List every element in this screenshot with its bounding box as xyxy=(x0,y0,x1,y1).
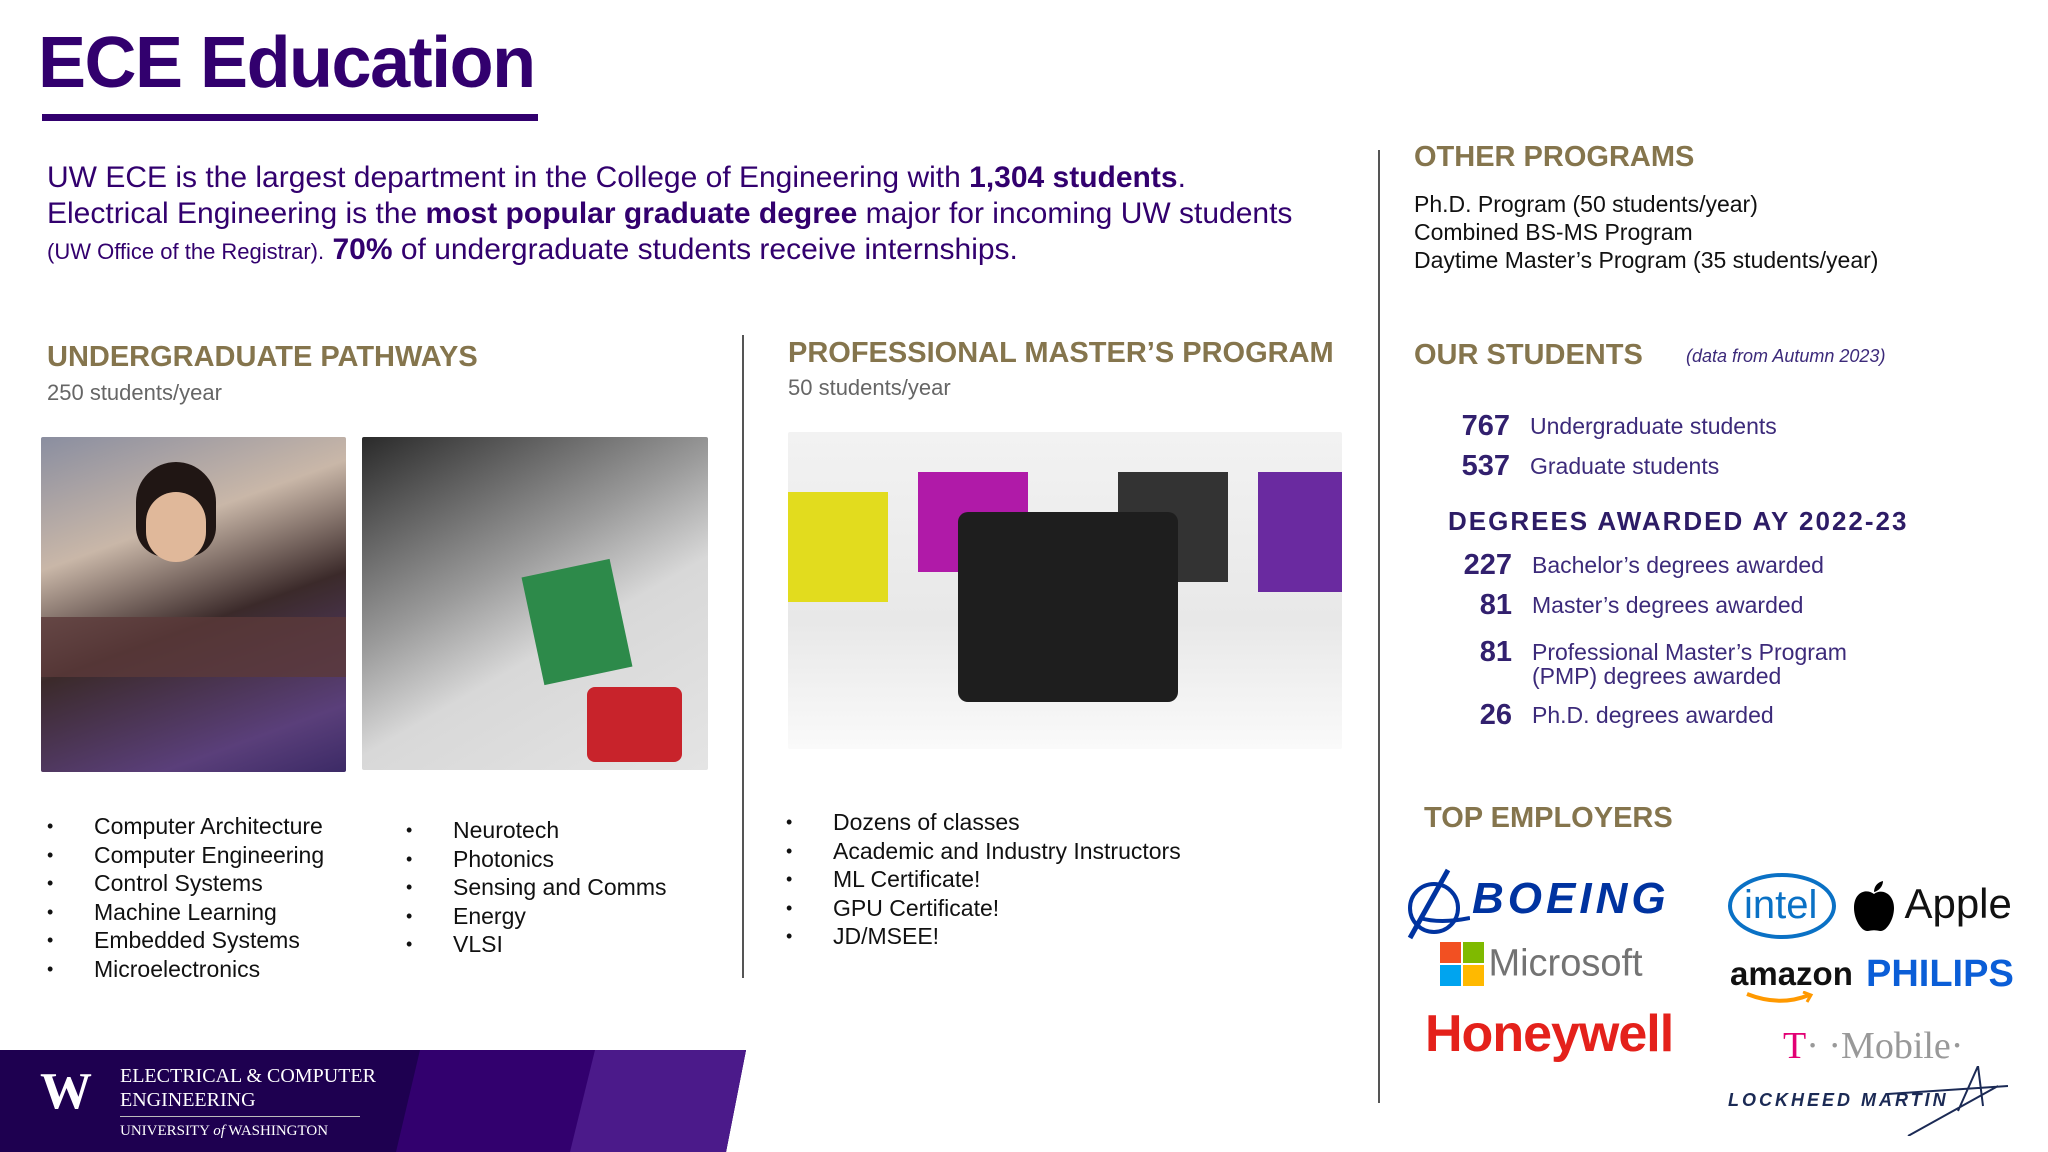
logo-text: BOEING xyxy=(1472,874,1670,923)
footer-rule xyxy=(120,1116,360,1117)
logo-text: · ·Mobile· xyxy=(1806,1025,1964,1067)
stat-label: Master’s degrees awarded xyxy=(1532,592,1804,618)
logo-text: intel xyxy=(1744,883,1818,927)
intro-bold: 1,304 students xyxy=(969,161,1178,194)
logo-text: Microsoft xyxy=(1488,942,1643,985)
uw-w-logo: W xyxy=(40,1063,92,1120)
top-employers-heading: TOP EMPLOYERS xyxy=(1424,802,1673,834)
logo-text: T xyxy=(1783,1025,1807,1067)
photo-detail xyxy=(1258,472,1342,592)
list-item: • Computer Engineering xyxy=(47,841,324,870)
data-note: (data from Autumn 2023) xyxy=(1686,346,1886,366)
stat-row xyxy=(1422,699,1774,732)
list-item: • Dozens of classes xyxy=(786,808,1181,837)
amazon-smile-icon xyxy=(1745,991,1815,1005)
logo-text: LOCKHEED MARTIN xyxy=(1728,1090,1949,1110)
stat-label: Graduate students xyxy=(1530,453,1720,479)
stat-row xyxy=(1422,549,1824,582)
logo-text: Apple xyxy=(1904,880,2012,927)
lockheed-martin-logo xyxy=(1728,1066,2028,1136)
logo-text: amazon xyxy=(1730,955,1853,992)
list-item: • Photonics xyxy=(406,845,667,874)
degrees-heading: DEGREES AWARDED AY 2022-23 xyxy=(1448,506,1909,536)
honeywell-logo: Honeywell xyxy=(1425,1005,1674,1063)
apple-icon xyxy=(1852,880,1896,932)
lockheed-star-icon xyxy=(1888,1066,2008,1136)
tmobile-logo xyxy=(1783,1024,1963,1068)
stat-row xyxy=(1420,410,1777,443)
photo-detail xyxy=(41,617,346,677)
pmp-heading: PROFESSIONAL MASTER’S PROGRAM xyxy=(788,337,1334,369)
microsoft-windows-icon xyxy=(1440,942,1484,986)
intro-bold: 70% xyxy=(324,233,393,266)
students-circuit-photo xyxy=(362,437,708,770)
undergrad-list-1 xyxy=(47,812,324,983)
stat-row xyxy=(1420,450,1719,483)
photo-detail xyxy=(522,559,633,685)
intro-citation: (UW Office of the Registrar). xyxy=(47,239,325,264)
stat-number: 767 xyxy=(1461,410,1510,442)
page-title: ECE Education xyxy=(38,23,535,103)
intel-logo xyxy=(1728,873,1836,939)
our-students-heading: OUR STUDENTS xyxy=(1414,339,1643,371)
philips-logo: PHILIPS xyxy=(1866,953,2014,995)
photo-detail xyxy=(587,687,682,762)
intro-text: . Electrical Engineering is the xyxy=(47,161,1186,230)
stat-row xyxy=(1422,636,1847,688)
student-drone-photo xyxy=(41,437,346,772)
stat-label: Ph.D. degrees awarded xyxy=(1532,702,1774,728)
list-item: • Computer Architecture xyxy=(47,812,324,841)
footer-wordmark xyxy=(120,1064,376,1141)
stat-label-line: (PMP) degrees awarded xyxy=(1532,663,1782,689)
footer-line: WASHINGTON xyxy=(224,1123,329,1139)
other-programs-heading: OTHER PROGRAMS xyxy=(1414,141,1695,173)
list-item: • Academic and Industry Instructors xyxy=(786,837,1181,866)
stat-label xyxy=(1532,636,1847,688)
list-item: • GPU Certificate! xyxy=(786,894,1181,923)
amazon-logo xyxy=(1730,955,1853,993)
microsoft-logo xyxy=(1440,942,1643,986)
pmp-sub: 50 students/year xyxy=(788,375,951,400)
photo-detail xyxy=(788,492,888,602)
list-item: • Sensing and Comms xyxy=(406,873,667,902)
stat-number: 81 xyxy=(1479,636,1512,668)
stat-number: 227 xyxy=(1463,549,1512,581)
list-item: Combined BS-MS Program xyxy=(1414,219,1693,245)
list-item: • Neurotech xyxy=(406,816,667,845)
intro-paragraph xyxy=(47,160,1307,270)
list-item: • Machine Learning xyxy=(47,898,324,927)
list-item: • Embedded Systems xyxy=(47,926,324,955)
list-item: • Control Systems xyxy=(47,869,324,898)
footer-line: ENGINEERING xyxy=(120,1089,256,1111)
list-item: • Energy xyxy=(406,902,667,931)
photo-detail xyxy=(958,512,1178,702)
footer-line: UNIVERSITY xyxy=(120,1123,214,1139)
column-divider xyxy=(742,335,744,978)
intro-text: major for incoming UW students xyxy=(857,197,1293,230)
pmp-list xyxy=(786,808,1181,951)
undergrad-list-2 xyxy=(406,816,667,959)
footer-line: ELECTRICAL & COMPUTER xyxy=(120,1065,376,1087)
stat-number: 26 xyxy=(1479,699,1512,731)
title-underline xyxy=(42,114,538,121)
intro-text: of undergraduate students receive internships. xyxy=(392,233,1018,266)
apple-logo xyxy=(1852,880,2012,932)
list-item: • ML Certificate! xyxy=(786,865,1181,894)
column-divider xyxy=(1378,150,1380,1103)
list-item: Ph.D. Program (50 students/year) xyxy=(1414,191,1758,217)
robot-cars-photo xyxy=(788,432,1342,749)
intro-text: UW ECE is the largest department in the College of Engineering with xyxy=(47,161,970,194)
stat-label: Undergraduate students xyxy=(1530,413,1777,439)
list-item: • Microelectronics xyxy=(47,955,324,984)
stat-label: Bachelor’s degrees awarded xyxy=(1532,552,1824,578)
stat-row xyxy=(1422,589,1803,622)
stat-label-line: Professional Master’s Program xyxy=(1532,639,1847,665)
footer-banner xyxy=(0,1050,750,1152)
list-item: Daytime Master’s Program (35 students/year) xyxy=(1414,247,1879,273)
undergrad-sub: 250 students/year xyxy=(47,380,222,405)
list-item: • VLSI xyxy=(406,930,667,959)
list-item: • JD/MSEE! xyxy=(786,922,1181,951)
photo-detail xyxy=(146,492,206,562)
other-programs-list xyxy=(1414,190,1878,274)
stat-number: 81 xyxy=(1479,589,1512,621)
boeing-symbol-icon xyxy=(1400,868,1470,943)
intro-bold: most popular graduate degree xyxy=(425,197,858,230)
footer-line: of xyxy=(213,1123,225,1139)
undergrad-heading: UNDERGRADUATE PATHWAYS xyxy=(47,341,478,373)
stat-number: 537 xyxy=(1461,450,1510,482)
